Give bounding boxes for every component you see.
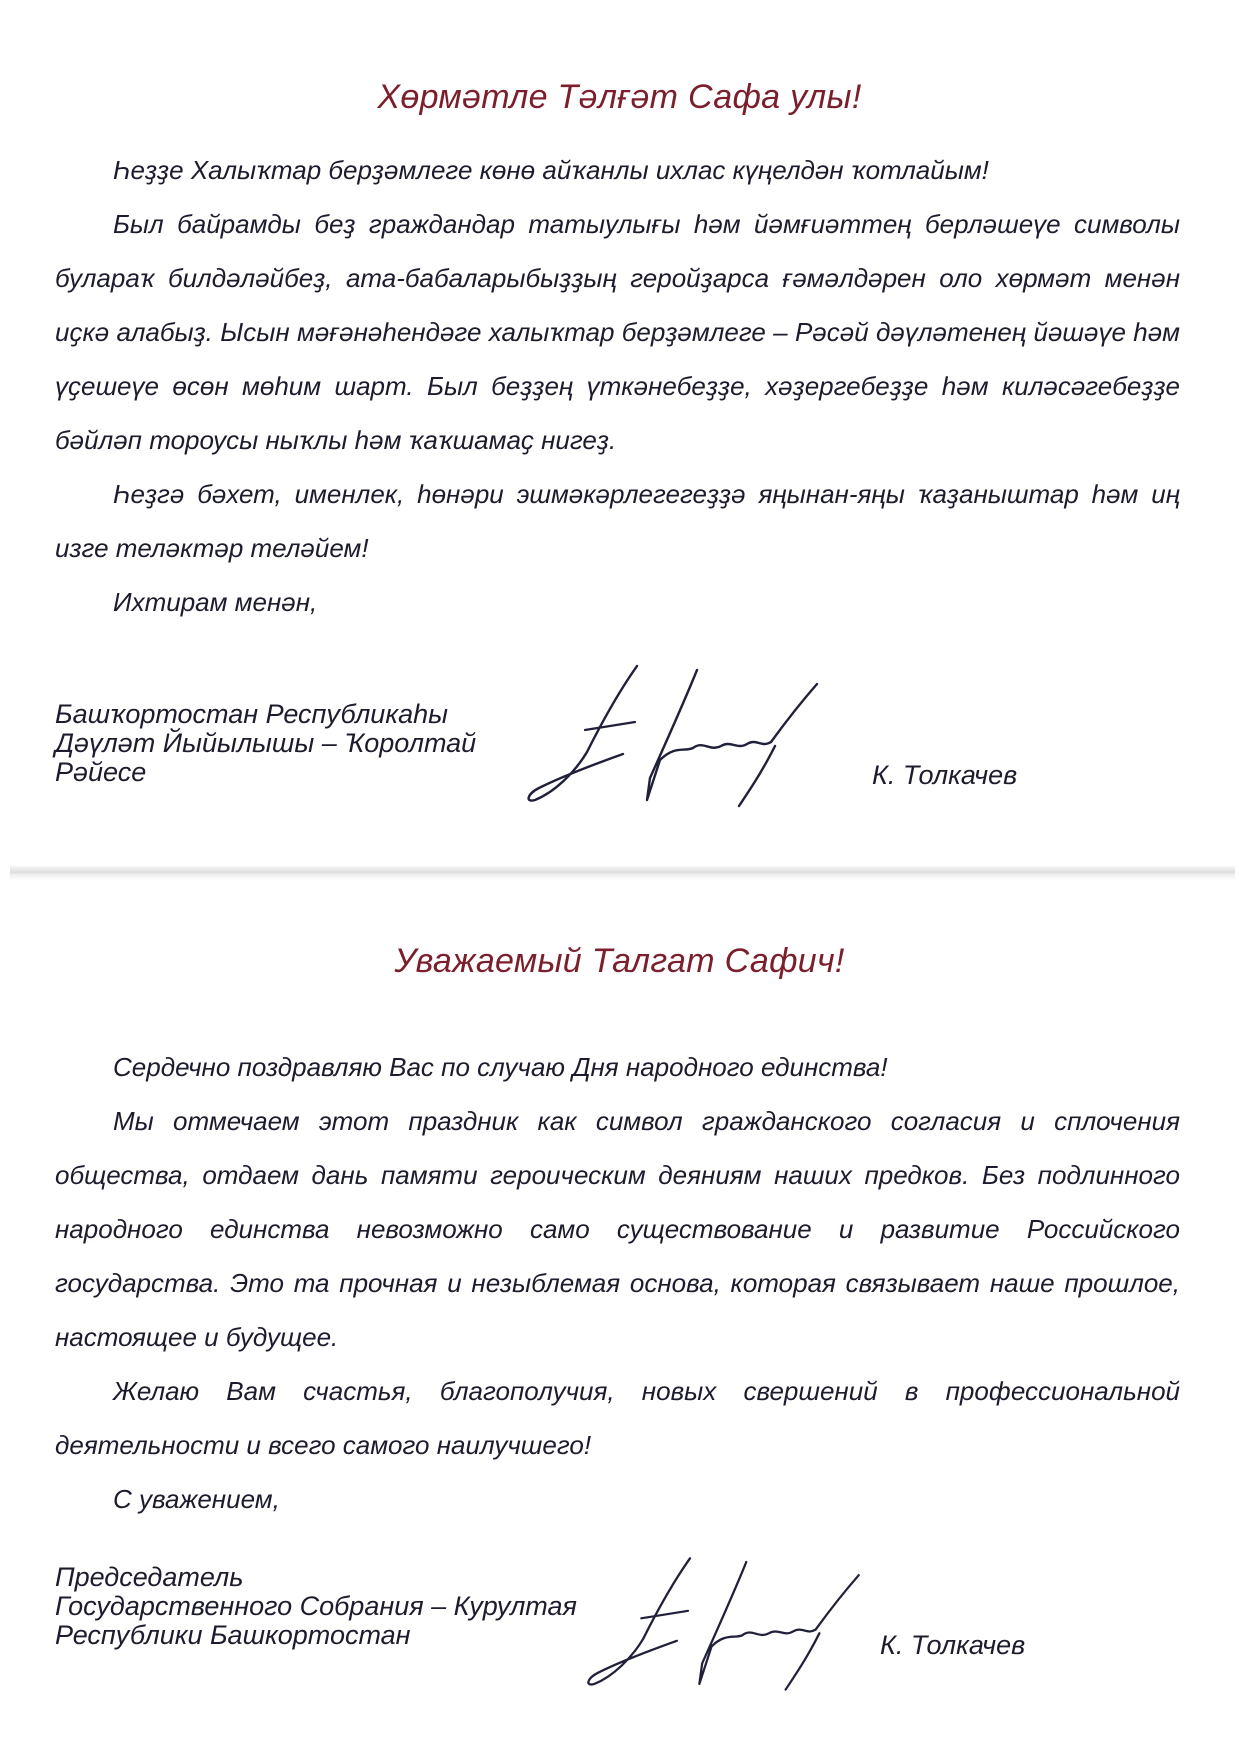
russian-letter: [0, 880, 1239, 1753]
bashkir-paragraph-2: Был байрамды беҙ граждандар татыулығы һәм йәмғиәттең берләшеүе символы булараҡ билдәләйбеҙ, ата-бабаларыбыҙҙың геройҙарса ғәмәлдәрен оло хөрмәт менән иҫкә алабыҙ. Ысын мәғәнәһендәге халыҡтар берҙәмлеге – Рәсәй дәүләтенең йәшәүе һәм үҫешеүе өсөн мөһим шарт. Был беҙҙең үткәнебеҙҙе, хәҙергебеҙҙе һәм киләсәгебеҙҙе бәйләп тороусы ныҡлы һәм ҡаҡшамаҫ нигеҙ.: [55, 209, 1180, 455]
bashkir-signer-title-line-3: Рәйесе: [55, 757, 147, 787]
bashkir-paragraph-3: Һеҙгә бәхет, именлек, һөнәри эшмәкәрлегегеҙҙә яңынан-яңы ҡаҙаныштар һәм иң изге теләктәр теләйем!: [55, 479, 1180, 563]
bashkir-signer-title: [55, 700, 575, 787]
russian-paragraph-3: Желаю Вам счастья, благополучия, новых свершений в профессиональной деятельности и всего самого наилучшего!: [55, 1376, 1180, 1460]
russian-paragraph-2: Мы отмечаем этот праздник как символ гражданского согласия и сплочения общества, отдаем дань памяти героическим деяниям наших предков. Без подлинного народного единства невозможно само существование и развитие Российского государства. Это та прочная и незыблемая основа, которая связывает наше прошлое, настоящее и будущее.: [55, 1106, 1180, 1352]
russian-signer-name: К. Толкачев: [880, 1630, 1026, 1660]
russian-body: [55, 1040, 1180, 1526]
bashkir-signer-name: К. Толкачев: [872, 760, 1018, 790]
bashkir-body: [55, 143, 1180, 629]
russian-salutation: Уважаемый Талгат Сафич!: [394, 942, 845, 980]
bashkir-signer-title-line-2: Дәүләт Йыйылышы – Ҡоролтай: [55, 728, 477, 758]
russian-signer-title: [55, 1563, 575, 1650]
fold-line: [10, 866, 1235, 880]
russian-paragraph-1: Сердечно поздравляю Вас по случаю Дня народного единства!: [113, 1052, 888, 1082]
russian-closing: С уважением,: [113, 1484, 280, 1514]
bashkir-letter: [0, 0, 1239, 860]
bashkir-signature-icon: [525, 660, 845, 810]
russian-signer-title-line-2: Государственного Собрания – Курултая: [55, 1591, 577, 1621]
bashkir-salutation: Хөрмәтле Тәлғәт Сафа улы!: [377, 78, 862, 116]
russian-signer-title-line-1: Председатель: [55, 1562, 244, 1592]
bashkir-signer-title-line-1: Башҡортостан Республикаһы: [55, 699, 448, 729]
bashkir-paragraph-1: Һеҙҙе Халыҡтар берҙәмлеге көнө айҡанлы ихлас күңелдән ҡотлайым!: [113, 155, 989, 185]
bashkir-closing: Ихтирам менән,: [113, 587, 318, 617]
russian-signature-icon: [585, 1548, 885, 1698]
russian-signer-title-line-3: Республики Башкортостан: [55, 1620, 411, 1650]
